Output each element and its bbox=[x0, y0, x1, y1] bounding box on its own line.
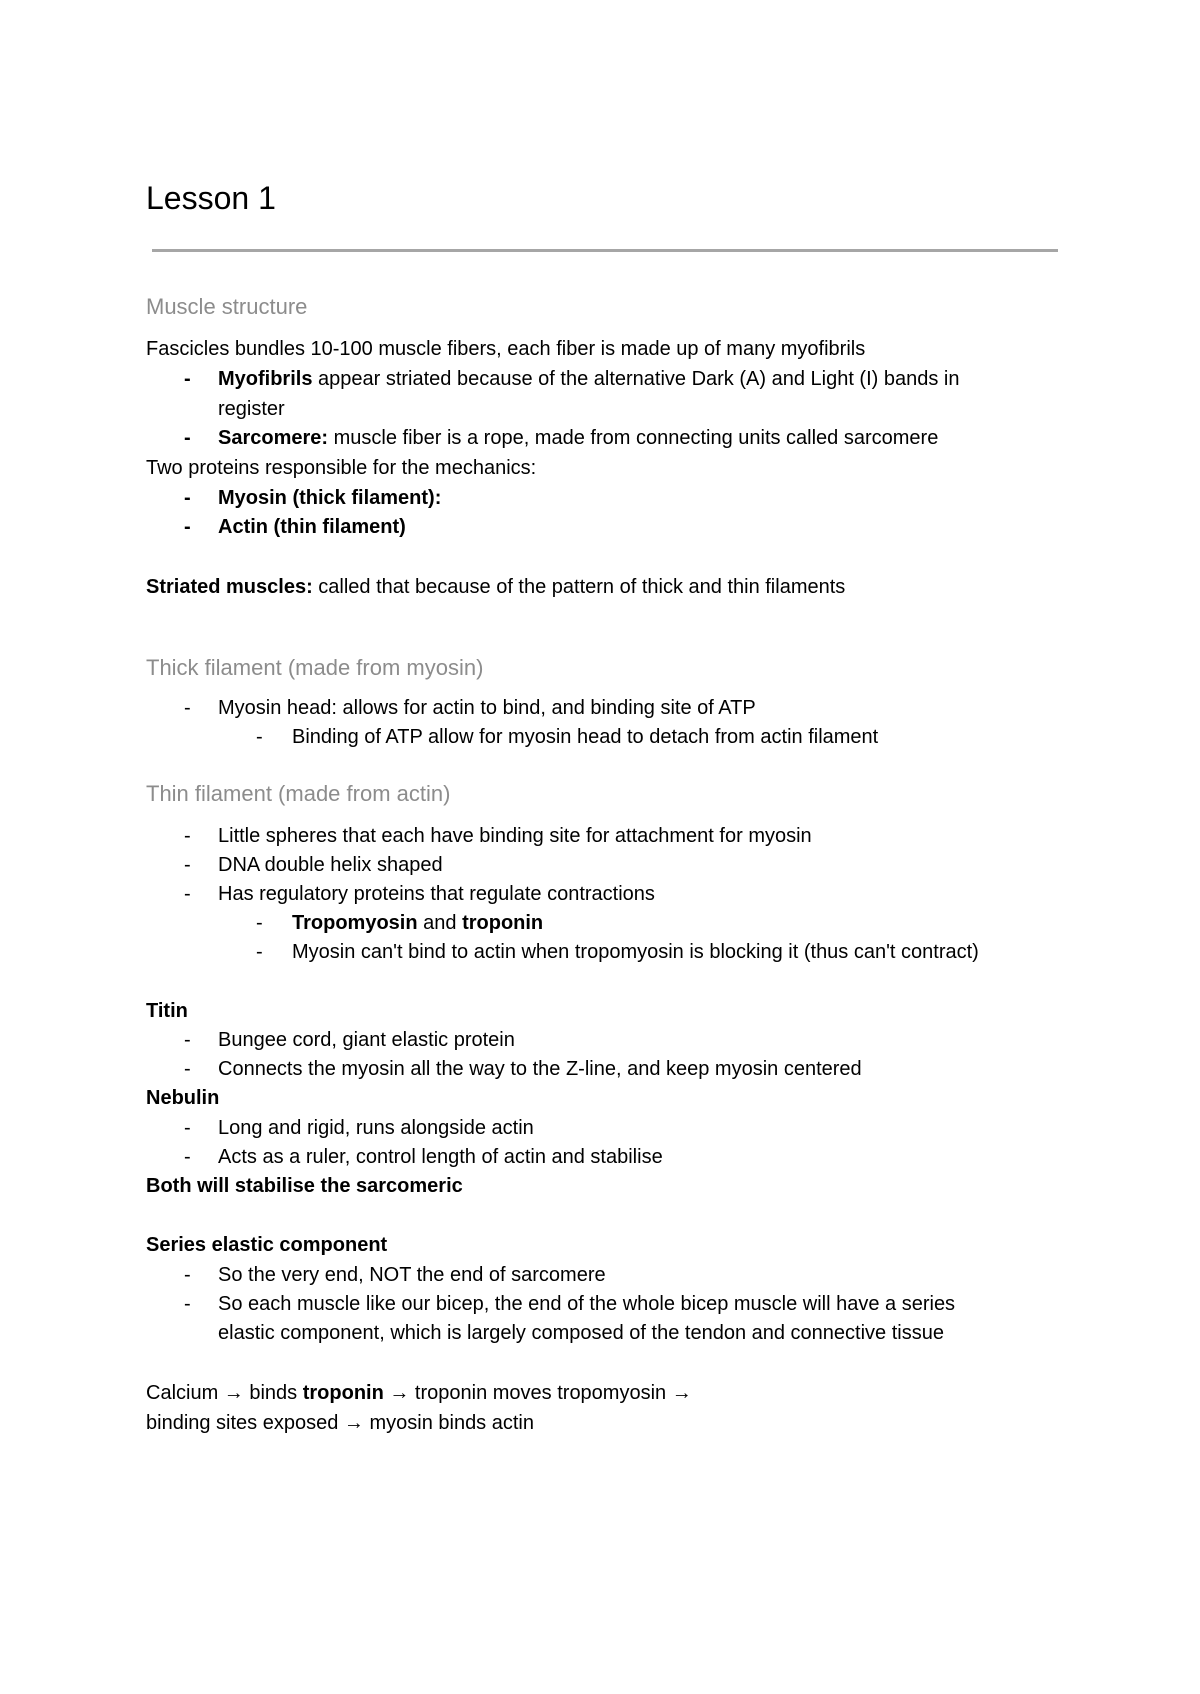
bullet: - bbox=[184, 368, 191, 390]
bullet: - bbox=[256, 941, 263, 963]
text-and: and bbox=[417, 912, 463, 934]
text-regulatory: Has regulatory proteins that regulate contractions bbox=[218, 883, 655, 905]
bullet: - bbox=[256, 726, 263, 748]
text-spheres: Little spheres that each have binding site for attachment for myosin bbox=[218, 825, 812, 847]
text-very-end: So the very end, NOT the end of sarcomere bbox=[218, 1264, 606, 1286]
bullet: - bbox=[184, 1264, 191, 1286]
section-heading-nebulin: Nebulin bbox=[146, 1087, 220, 1109]
bullet: - bbox=[184, 854, 191, 876]
bullet: - bbox=[184, 697, 191, 719]
text-bicep: So each muscle like our bicep, the end of the whole bicep muscle will have a series bbox=[218, 1293, 956, 1315]
bullet: - bbox=[184, 1293, 191, 1315]
section-heading-titin: Titin bbox=[146, 1000, 188, 1022]
list-item-myofibrils-cont: register bbox=[218, 398, 285, 420]
paragraph-calcium-line1 bbox=[146, 1380, 692, 1406]
paragraph-fascicles: Fascicles bundles 10-100 muscle fibers, each fiber is made up of many myofibrils bbox=[146, 338, 866, 360]
bullet: - bbox=[256, 912, 263, 934]
text-blocking: Myosin can't bind to actin when tropomyosin is blocking it (thus can't contract) bbox=[292, 941, 979, 963]
text-dna: DNA double helix shaped bbox=[218, 854, 443, 876]
term-troponin-calcium: troponin bbox=[302, 1382, 384, 1404]
text-connects: Connects the myosin all the way to the Z-line, and keep myosin centered bbox=[218, 1058, 862, 1080]
bullet: - bbox=[184, 1058, 191, 1080]
section-heading-series-elastic: Series elastic component bbox=[146, 1234, 388, 1256]
bullet: - bbox=[184, 825, 191, 847]
title-divider bbox=[152, 249, 1058, 252]
text-myofibrils: appear striated because of the alternative Dark (A) and Light (I) bands in bbox=[312, 368, 960, 390]
text-bungee: Bungee cord, giant elastic protein bbox=[218, 1029, 515, 1051]
term-tropomyosin: Tropomyosin bbox=[292, 912, 418, 934]
section-heading-muscle-structure: Muscle structure bbox=[146, 294, 308, 319]
text-bicep-cont: elastic component, which is largely composed of the tendon and connective tissue bbox=[218, 1322, 944, 1344]
term-myofibrils: Myofibrils bbox=[218, 368, 313, 390]
term-troponin: troponin bbox=[462, 912, 544, 934]
bullet: - bbox=[184, 487, 191, 509]
term-sarcomere: Sarcomere: bbox=[218, 427, 329, 449]
bullet: - bbox=[184, 883, 191, 905]
page-title: Lesson 1 bbox=[146, 180, 276, 216]
text-sarcomere: muscle fiber is a rope, made from connecting units called sarcomere bbox=[328, 427, 939, 449]
section-heading-thin-filament: Thin filament (made from actin) bbox=[146, 781, 451, 806]
bullet: - bbox=[184, 1117, 191, 1139]
text-striated: called that because of the pattern of thick and thin filaments bbox=[312, 576, 846, 598]
paragraph-striated bbox=[146, 574, 845, 600]
paragraph-both-stabilise: Both will stabilise the sarcomeric bbox=[146, 1175, 463, 1197]
paragraph-two-proteins: Two proteins responsible for the mechanics: bbox=[146, 457, 537, 479]
text-atp: Binding of ATP allow for myosin head to detach from actin filament bbox=[292, 726, 879, 748]
text-ruler: Acts as a ruler, control length of actin and stabilise bbox=[218, 1146, 663, 1168]
section-heading-thick-filament: Thick filament (made from myosin) bbox=[146, 655, 484, 680]
text-myosin-head: Myosin head: allows for actin to bind, and binding site of ATP bbox=[218, 697, 756, 719]
text-calcium-c: → troponin moves tropomyosin → bbox=[383, 1382, 692, 1404]
paragraph-calcium-line2: binding sites exposed → myosin binds actin bbox=[146, 1412, 534, 1434]
term-myosin: Myosin (thick filament): bbox=[218, 487, 442, 509]
bullet: - bbox=[184, 516, 191, 538]
bullet: - bbox=[184, 1029, 191, 1051]
bullet: - bbox=[184, 1146, 191, 1168]
text-calcium-a: Calcium → binds bbox=[146, 1382, 303, 1404]
term-actin: Actin (thin filament) bbox=[218, 516, 406, 538]
term-striated: Striated muscles: bbox=[146, 576, 313, 598]
bullet: - bbox=[184, 427, 191, 449]
text-long-rigid: Long and rigid, runs alongside actin bbox=[218, 1117, 534, 1139]
